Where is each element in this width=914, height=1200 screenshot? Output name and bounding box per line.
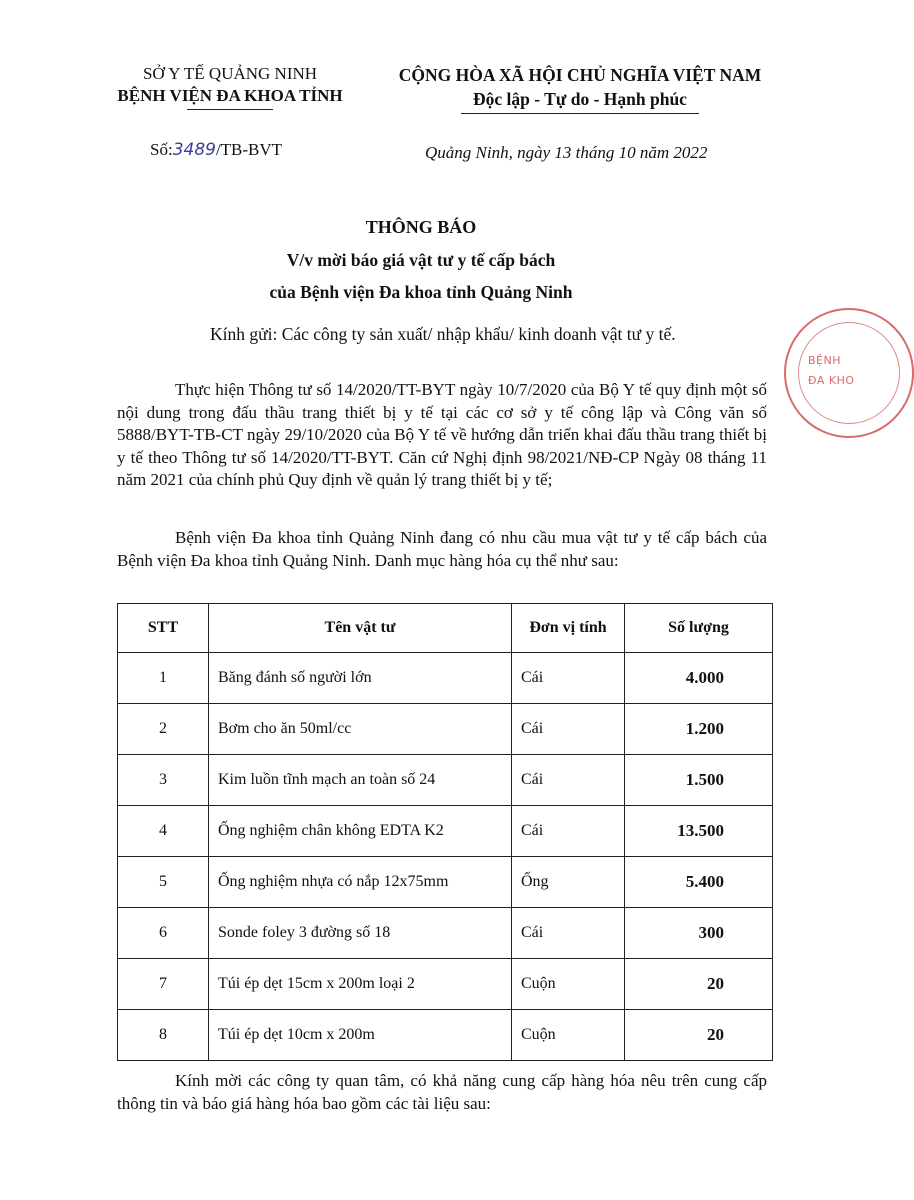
table-row	[118, 1010, 773, 1061]
cell-stt: 5	[118, 857, 209, 908]
header-unit: Đơn vị tính	[512, 604, 625, 653]
paragraph-text: Thực hiện Thông tư số 14/2020/TT-BYT ngày 10/7/2020 của Bộ Y tế quy định một số nội dung trong đấu thầu trang thiết bị y tế tại các cơ sở y tế công lập và Công văn số 5888/BYT-TB-CT ngày 29/10/2020 của Bộ Y tế về hướng dẫn triển khai đấu thầu trang thiết bị y tế theo Thông tư số 14/2020/TT-BYT. Căn cứ Nghị định 98/2021/NĐ-CP Ngày 08 tháng 11 năm 2021 của chính phủ Quy định về quản lý trang thiết bị y tế;	[117, 380, 767, 489]
cell-name: Ống nghiệm nhựa có nắp 12x75mm	[209, 857, 512, 908]
paragraph-invitation	[117, 1070, 767, 1115]
document-title: THÔNG BÁO	[365, 217, 477, 237]
cell-unit: Cuộn	[512, 959, 625, 1010]
table-row	[118, 755, 773, 806]
date-line: Quảng Ninh, ngày 13 tháng 10 năm 2022	[425, 143, 708, 162]
cell-stt: 6	[118, 908, 209, 959]
national-motto-block	[380, 63, 780, 114]
cell-name: Ống nghiệm chân không EDTA K2	[209, 806, 512, 857]
cell-stt: 3	[118, 755, 209, 806]
cell-unit: Cái	[512, 704, 625, 755]
stamp-text-1: BỆNH	[808, 354, 841, 367]
cell-qty: 20	[625, 959, 773, 1010]
table-row	[118, 806, 773, 857]
cell-stt: 4	[118, 806, 209, 857]
cell-stt: 7	[118, 959, 209, 1010]
cell-unit: Cái	[512, 755, 625, 806]
issuer-underline	[187, 109, 273, 110]
header-name: Tên vật tư	[209, 604, 512, 653]
cell-qty: 1.200	[625, 704, 773, 755]
paragraph-text: Bệnh viện Đa khoa tỉnh Quảng Ninh đang có nhu cầu mua vật tư y tế cấp bách của Bệnh viện Đa khoa tỉnh Quảng Ninh. Danh mục hàng hóa cụ thể như sau:	[117, 528, 767, 570]
cell-stt: 1	[118, 653, 209, 704]
header-stt: STT	[118, 604, 209, 653]
doc-number-handwritten: 3489	[172, 140, 216, 160]
items-table	[117, 603, 773, 1061]
paragraph-text: Kính mời các công ty quan tâm, có khả năng cung cấp hàng hóa nêu trên cung cấp thông tin và báo giá hàng hóa bao gồm các tài liệu sau:	[117, 1071, 767, 1113]
cell-unit: Cái	[512, 806, 625, 857]
cell-qty: 20	[625, 1010, 773, 1061]
cell-unit: Cái	[512, 653, 625, 704]
issuer-block	[100, 63, 360, 110]
cell-name: Sonde foley 3 đường số 18	[209, 908, 512, 959]
header-qty: Số lượng	[625, 604, 773, 653]
doc-number-suffix: /TB-BVT	[215, 140, 283, 159]
recipient-line: Kính gửi: Các công ty sản xuất/ nhập khẩu/ kinh doanh vật tư y tế.	[210, 324, 676, 344]
document-number	[150, 140, 282, 160]
cell-stt: 2	[118, 704, 209, 755]
cell-unit: Cuộn	[512, 1010, 625, 1061]
official-stamp	[784, 308, 914, 438]
cell-stt: 8	[118, 1010, 209, 1061]
motto-underline	[461, 113, 699, 114]
table-row	[118, 653, 773, 704]
stamp-text-2: ĐA KHO	[808, 374, 855, 387]
issuer-org: BỆNH VIỆN ĐA KHOA TỈNH	[117, 86, 343, 105]
table-row	[118, 857, 773, 908]
country-name: CỘNG HÒA XÃ HỘI CHỦ NGHĨA VIỆT NAM	[398, 65, 762, 85]
document-subject-line2: của Bệnh viện Đa khoa tỉnh Quảng Ninh	[269, 282, 573, 302]
cell-qty: 300	[625, 908, 773, 959]
national-motto: Độc lập - Tự do - Hạnh phúc	[473, 89, 687, 109]
table-header-row	[118, 604, 773, 653]
table-row	[118, 908, 773, 959]
cell-name: Túi ép dẹt 10cm x 200m	[209, 1010, 512, 1061]
table-row	[118, 959, 773, 1010]
table-row	[118, 704, 773, 755]
doc-number-prefix: Số:	[150, 140, 173, 159]
cell-name: Băng đánh số người lớn	[209, 653, 512, 704]
cell-unit: Cái	[512, 908, 625, 959]
cell-unit: Ống	[512, 857, 625, 908]
cell-qty: 5.400	[625, 857, 773, 908]
cell-name: Kim luồn tĩnh mạch an toàn số 24	[209, 755, 512, 806]
cell-qty: 4.000	[625, 653, 773, 704]
stamp-inner-ring	[798, 322, 900, 424]
document-subject-line1: V/v mời báo giá vật tư y tế cấp bách	[286, 250, 556, 270]
cell-qty: 1.500	[625, 755, 773, 806]
cell-qty: 13.500	[625, 806, 773, 857]
cell-name: Bơm cho ăn 50ml/cc	[209, 704, 512, 755]
paragraph-needs	[117, 527, 767, 572]
paragraph-legal-basis	[117, 379, 767, 492]
cell-name: Túi ép dẹt 15cm x 200m loại 2	[209, 959, 512, 1010]
issuer-parent-org: SỞ Y TẾ QUẢNG NINH	[142, 64, 318, 83]
